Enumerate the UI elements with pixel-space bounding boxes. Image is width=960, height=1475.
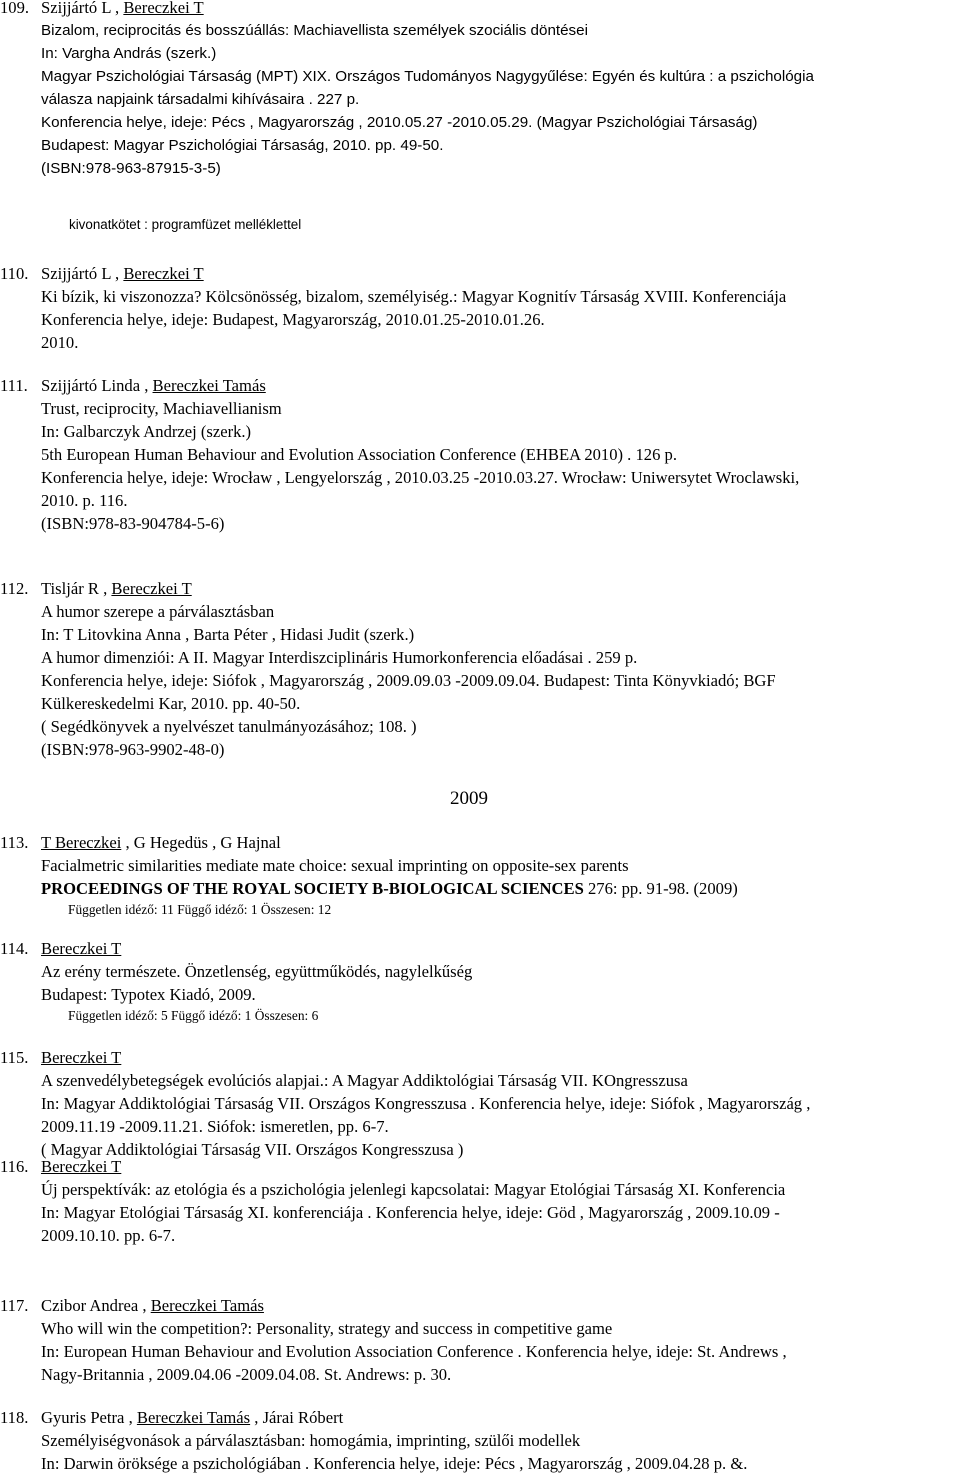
author-separator: , <box>138 1296 151 1315</box>
entry-source: Magyar Pszichológiai Társaság (MPT) XIX. Országos Tudományos Nagygyűlése: Egyén és kultúra : a pszichológia <box>41 68 814 85</box>
entry-series: ( Magyar Addiktológiai Társaság VII. Országos Kongresszusa ) <box>41 1140 464 1159</box>
entry-number: 112. <box>0 579 29 598</box>
entry-title: Who will win the competition?: Personality, strategy and success in competitive game <box>41 1319 613 1338</box>
entry-title: Személyiségvonások a párválasztásban: homogámia, imprinting, szülői modellek <box>41 1431 581 1450</box>
entry-authors <box>0 937 958 960</box>
entry-pages: 2010. p. 116. <box>41 491 128 510</box>
entry-source: 5th European Human Behaviour and Evolution Association Conference (EHBEA 2010) . 126 p. <box>41 445 677 464</box>
entry-title: A humor szerepe a párválasztásban <box>41 602 275 621</box>
entry-authors <box>0 0 958 19</box>
entry-number: 113. <box>0 833 29 852</box>
author: Szijjártó L <box>41 264 111 283</box>
author-separator: , <box>207 833 221 852</box>
author-separator: , <box>250 1408 263 1427</box>
entry-source: In: Magyar Etológiai Társaság XI. konferenciája . Konferencia helye, ideje: Göd , Magyarország , 2009.10.09 - <box>41 1203 780 1222</box>
publication-entry-111 <box>0 374 958 535</box>
journal-name: PROCEEDINGS OF THE ROYAL SOCIETY B-BIOLOGICAL SCIENCES <box>41 879 584 898</box>
author: G Hajnal <box>220 833 281 852</box>
entry-pages: 2009.10.10. pp. 6-7. <box>41 1226 176 1245</box>
entry-isbn: (ISBN:978-963-9902-48-0) <box>41 740 225 759</box>
entry-source: In: Darwin öröksége a pszichológiában . Konferencia helye, ideje: Pécs , Magyarország , 2009.04.28 p. &. <box>41 1454 748 1473</box>
author: Járai Róbert <box>262 1408 344 1427</box>
entry-isbn: (ISBN:978-83-904784-5-6) <box>41 514 225 533</box>
entry-title: Trust, reciprocity, Machiavellianism <box>41 399 282 418</box>
entry-pages: 2009.11.19 -2009.11.21. Siófok: ismeretlen, pp. 6-7. <box>41 1117 389 1136</box>
entry-source: válasza napjaink társadalmi kihívásaira . 227 p. <box>41 91 360 108</box>
entry-publisher: Külkereskedelmi Kar, 2010. pp. 40-50. <box>41 694 301 713</box>
author-link[interactable]: Bereczkei T <box>111 579 192 598</box>
journal-details: 276: pp. 91-98. (2009) <box>583 879 738 898</box>
entry-title: Bizalom, reciprocitás és bosszúállás: Machiavellista személyek szociális döntései <box>41 22 588 39</box>
author-link[interactable]: Bereczkei Tamás <box>150 1296 264 1315</box>
entry-authors <box>0 1046 958 1069</box>
publication-entry-116 <box>0 1155 958 1247</box>
entry-title: Facialmetric similarities mediate mate choice: sexual imprinting on opposite-sex parents <box>41 856 629 875</box>
entry-conference: Konferencia helye, ideje: Budapest, Magyarország, 2010.01.25-2010.01.26. <box>41 310 545 329</box>
author-link[interactable]: Bereczkei T <box>41 1048 122 1067</box>
entry-number: 118. <box>0 1408 29 1427</box>
publication-entry-118 <box>0 1406 958 1475</box>
citation-counts: Független idéző: 5 Függő idéző: 1 Összesen: 6 <box>68 1008 319 1023</box>
author-separator: , <box>110 0 124 17</box>
author-link[interactable]: Bereczkei T <box>41 1157 122 1176</box>
publication-entry-113 <box>0 831 958 920</box>
entry-editor: In: Galbarczyk Andrzej (szerk.) <box>41 422 252 441</box>
entry-editor: In: Vargha András (szerk.) <box>41 45 217 62</box>
entry-publisher: Budapest: Typotex Kiadó, 2009. <box>41 985 256 1004</box>
entry-title: A szenvedélybetegségek evolúciós alapjai.: A Magyar Addiktológiai Társaság VII. KOngresszusa <box>41 1071 688 1090</box>
author-separator: , <box>110 264 124 283</box>
entry-conference: Konferencia helye, ideje: Pécs , Magyarország , 2010.05.27 -2010.05.29. (Magyar Pszichológiai Társaság) <box>41 114 758 131</box>
publication-entry-115 <box>0 1046 958 1161</box>
author-link[interactable]: Bereczkei Tamás <box>152 376 266 395</box>
entry-note: kivonatkötet : programfüzet melléklettel <box>69 217 302 232</box>
entry-authors <box>0 1155 958 1178</box>
author: Tisljár R <box>41 579 99 598</box>
entry-source: In: Magyar Addiktológiai Társaság VII. Országos Kongresszusa . Konferencia helye, ideje: Siófok , Magyarország , <box>41 1094 811 1113</box>
author-link[interactable]: Bereczkei Tamás <box>136 1408 251 1427</box>
author-link[interactable]: Bereczkei T <box>123 0 204 17</box>
author-separator: , <box>98 579 112 598</box>
author-link[interactable]: Bereczkei T <box>123 264 204 283</box>
entry-title: Az erény természete. Önzetlenség, együttműködés, nagylelkűség <box>41 962 473 981</box>
author: Czibor Andrea <box>41 1296 139 1315</box>
entry-journal-line <box>0 877 958 900</box>
entry-source: A humor dimenziói: A II. Magyar Interdiszciplináris Humorkonferencia előadásai . 259 p. <box>41 648 638 667</box>
author-separator: , <box>124 1408 137 1427</box>
entry-authors <box>0 1406 958 1429</box>
entry-authors <box>0 262 958 285</box>
entry-title: Új perspektívák: az etológia és a pszichológia jelenlegi kapcsolatai: Magyar Etológiai Társaság XI. Konferencia <box>41 1180 786 1199</box>
entry-number: 114. <box>0 939 29 958</box>
entry-number: 115. <box>0 1048 29 1067</box>
author-link[interactable]: Bereczkei T <box>41 939 122 958</box>
entry-isbn: (ISBN:978-963-87915-3-5) <box>41 160 221 177</box>
entry-authors <box>0 1294 958 1317</box>
entry-conference: Konferencia helye, ideje: Wrocław , Lengyelország , 2010.03.25 -2010.03.27. Wrocław: Uniwersytet Wroclawski, <box>41 468 800 487</box>
entry-pages: Nagy-Britannia , 2009.04.06 -2009.04.08. St. Andrews: p. 30. <box>41 1365 452 1384</box>
citation-counts: Független idéző: 11 Függő idéző: 1 Összesen: 12 <box>68 902 332 917</box>
author-link[interactable]: T Bereczkei <box>41 833 122 852</box>
entry-number: 117. <box>0 1296 29 1315</box>
publication-entry-109 <box>0 0 958 236</box>
entry-number: 111. <box>0 376 28 395</box>
entry-title: Ki bízik, ki viszonozza? Kölcsönösség, bizalom, személyiség.: Magyar Kognitív Társaság XVIII. Konferenciája <box>41 287 787 306</box>
publication-entry-117 <box>0 1294 958 1386</box>
year-heading: 2009 <box>450 788 488 809</box>
author: Gyuris Petra <box>41 1408 125 1427</box>
entry-conference: Konferencia helye, ideje: Siófok , Magyarország , 2009.09.03 -2009.09.04. Budapest: Tinta Könyvkiadó; BGF <box>41 671 776 690</box>
entry-number: 116. <box>0 1157 29 1176</box>
author: Szijjártó L <box>41 0 111 17</box>
entry-number: 109. <box>0 0 30 17</box>
entry-series: ( Segédkönyvek a nyelvészet tanulmányozásához; 108. ) <box>41 717 417 736</box>
entry-publisher: Budapest: Magyar Pszichológiai Társaság, 2010. pp. 49-50. <box>41 137 444 154</box>
entry-year: 2010. <box>41 333 79 352</box>
author: G Hegedüs <box>133 833 208 852</box>
entry-editor: In: T Litovkina Anna , Barta Péter , Hidasi Judit (szerk.) <box>41 625 415 644</box>
author-separator: , <box>121 833 134 852</box>
publication-entry-112 <box>0 577 958 761</box>
entry-authors <box>0 831 958 854</box>
publication-entry-114 <box>0 937 958 1026</box>
entry-source: In: European Human Behaviour and Evolution Association Conference . Konferencia helye, ideje: St. Andrews , <box>41 1342 787 1361</box>
author: Szijjártó Linda <box>41 376 141 395</box>
entry-authors <box>0 577 958 600</box>
entry-authors <box>0 374 958 397</box>
author-separator: , <box>140 376 153 395</box>
publication-entry-110 <box>0 262 958 354</box>
entry-number: 110. <box>0 264 29 283</box>
